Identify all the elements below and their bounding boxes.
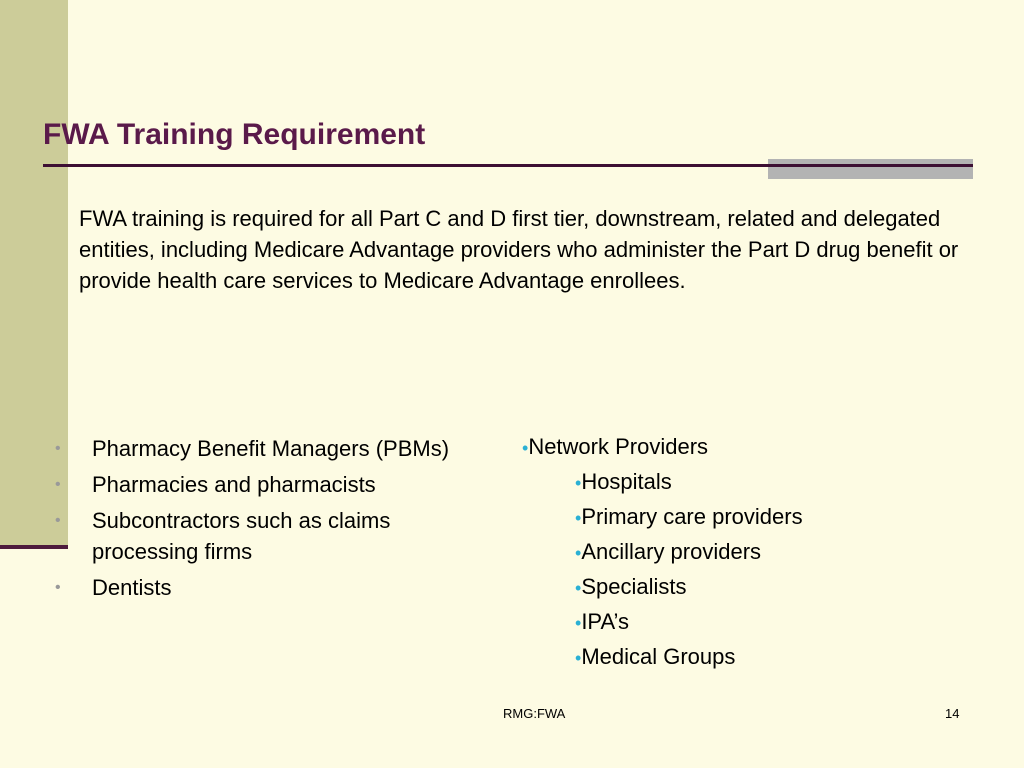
list-item-text: Hospitals: [581, 469, 672, 494]
footer-label: RMG:FWA: [503, 706, 566, 721]
list-item-text: Dentists: [92, 575, 172, 600]
slide-title: FWA Training Requirement: [43, 118, 426, 151]
list-item: [55, 433, 455, 464]
page-number: 14: [945, 706, 960, 721]
list-item: [522, 570, 942, 605]
list-item: [55, 469, 455, 500]
list-item-text: Pharmacies and pharmacists: [92, 472, 376, 497]
list-item-text: Pharmacy Benefit Managers (PBMs): [92, 436, 450, 461]
bullet-icon: •: [55, 512, 61, 529]
list-item: [522, 535, 942, 570]
title-rule-accent-line: [768, 164, 973, 167]
list-item-text: Subcontractors such as claims processing firms: [92, 508, 391, 564]
bullet-icon: •: [522, 438, 529, 458]
list-item: [522, 465, 942, 500]
list-item: [522, 605, 942, 640]
list-item-text: Specialists: [581, 574, 687, 599]
entity-list: [55, 433, 455, 608]
list-item-text: IPA’s: [581, 609, 629, 634]
bullet-icon: •: [55, 440, 61, 457]
list-heading: [522, 430, 942, 465]
intro-paragraph: FWA training is required for all Part C and D first tier, downstream, related and delegated entities, including Medicare Advantage providers who administer the Part D drug benefit or provide health care services to Medicare Advantage enrollees.: [79, 206, 959, 293]
bullet-icon: •: [575, 613, 582, 633]
bullet-icon: •: [575, 473, 582, 493]
list-item: [522, 500, 942, 535]
list-item: [55, 505, 455, 567]
title-rule-accent: [768, 159, 973, 179]
network-providers-list: [522, 430, 942, 675]
list-item-text: Primary care providers: [581, 504, 803, 529]
list-item: [55, 572, 455, 603]
list-item-text: Ancillary providers: [581, 539, 762, 564]
bullet-icon: •: [55, 476, 61, 493]
list-heading-text: Network Providers: [528, 434, 709, 459]
bullet-icon: •: [55, 579, 61, 596]
bullet-icon: •: [575, 578, 582, 598]
bullet-icon: •: [575, 543, 582, 563]
bullet-icon: •: [575, 648, 582, 668]
list-item-text: Medical Groups: [581, 644, 736, 669]
bullet-icon: •: [575, 508, 582, 528]
list-item: [522, 640, 942, 675]
